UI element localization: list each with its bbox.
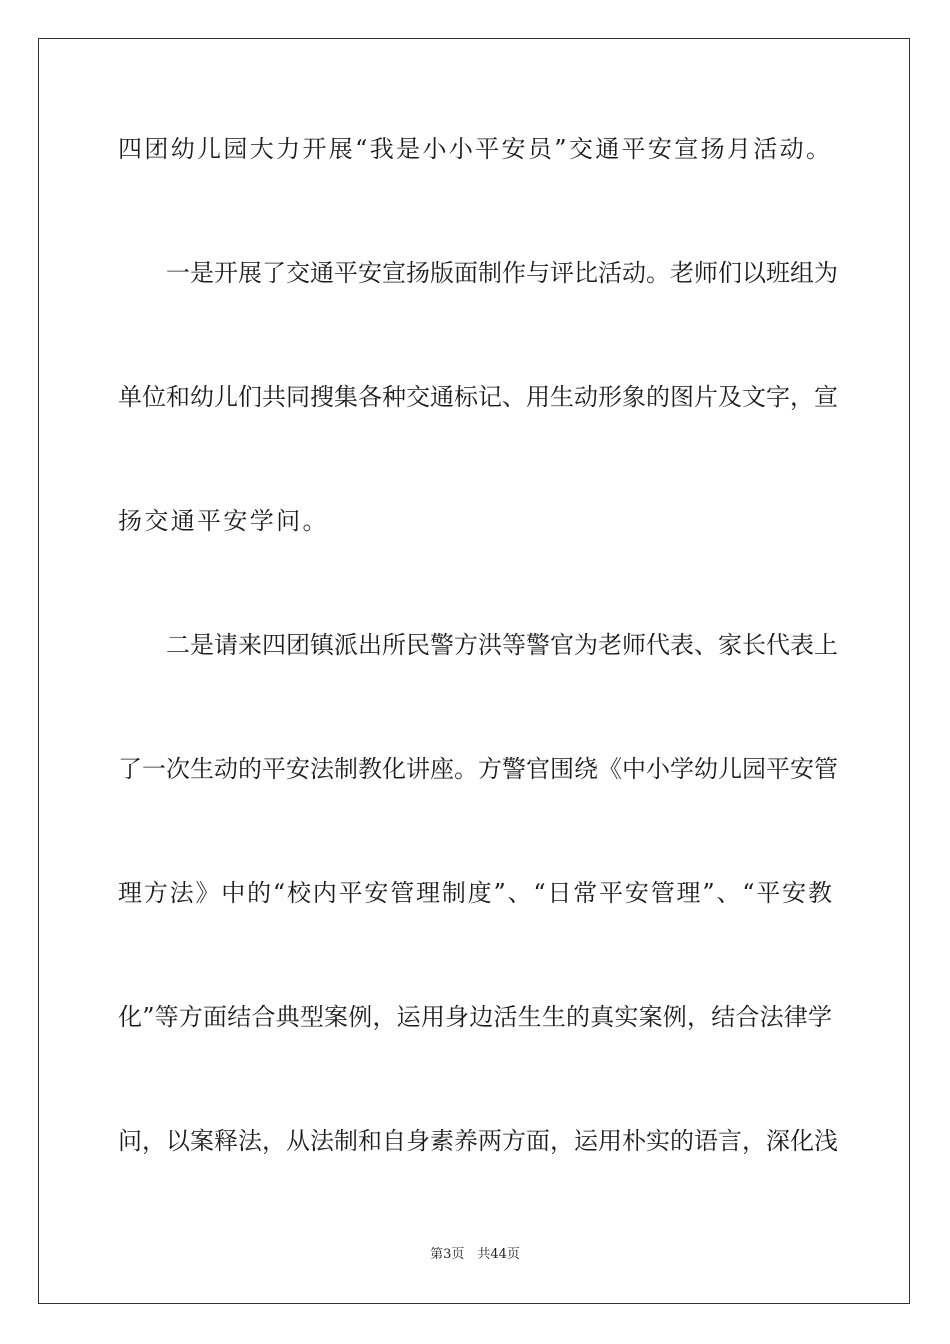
paragraph-line: 一是开展了交通平安宣扬版面制作与评比活动。老师们以班组为 (166, 259, 838, 287)
paragraph-line: 了一次生动的平安法制教化讲座。方警官围绕《中小学幼儿园平安管 (118, 755, 838, 783)
paragraph-line: 扬交通平安学问。 (118, 507, 329, 535)
page-number-footer: 第3页 共44页 (430, 1247, 520, 1262)
paragraph-line: 理方法》中的“校内平安管理制度”、“日常平安管理”、“平安教 (118, 879, 832, 907)
page-border (38, 38, 910, 1304)
paragraph-line: 单位和幼儿们共同搜集各种交通标记、用生动形象的图片及文字，宣 (118, 383, 838, 411)
paragraph-line: 化”等方面结合典型案例，运用身边活生生的真实案例，结合法律学 (118, 1003, 832, 1031)
paragraph-line: 四团幼儿园大力开展“我是小小平安员”交通平安宣扬月活动。 (118, 135, 833, 163)
paragraph-line: 问，以案释法，从法制和自身素养两方面，运用朴实的语言，深化浅 (118, 1127, 838, 1155)
paragraph-line: 二是请来四团镇派出所民警方洪等警官为老师代表、家长代表上 (166, 631, 838, 659)
